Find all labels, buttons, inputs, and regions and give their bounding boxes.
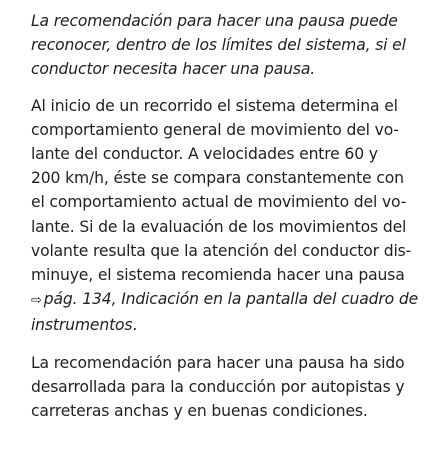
usage-note-paragraph	[31, 351, 436, 424]
usage-note-text: La recomendación para hacer una pausa ha sido desarrollada para la conducción por autopistas y carreteras anchas y en buenas condiciones.	[31, 353, 405, 421]
text-line: el comportamiento actual de movimiento del vo-	[31, 193, 407, 212]
sentence-end: .	[132, 316, 138, 335]
system-description-paragraph	[31, 94, 436, 338]
text-line: comportamiento general de movimiento del vo-	[31, 120, 399, 139]
text-line: Al inicio de un recorrido el sistema determina el	[31, 96, 398, 115]
page-reference-link[interactable]	[31, 290, 418, 334]
arrow-right-icon: ⇨	[31, 293, 42, 309]
text-line: 200 km/h, éste se compara constantemente con	[31, 169, 404, 188]
text-line: lante. Si de la evaluación de los movimientos del	[31, 217, 407, 236]
page-reference-text: pág. 134, Indicación en la pantalla del cuadro de instrumentos	[31, 290, 419, 335]
text-line: volante resulta que la atención del conductor dis-	[31, 241, 412, 260]
text-line: lante del conductor. A velocidades entre 60 y	[31, 145, 378, 164]
manual-page	[31, 9, 436, 423]
intro-paragraph	[31, 9, 436, 82]
text-line: minuye, el sistema recomienda hacer una pausa	[31, 266, 405, 285]
intro-text: La recomendación para hacer una pausa puede reconocer, dentro de los límites del sistema, si el conductor necesita hacer una pausa.	[31, 12, 406, 79]
